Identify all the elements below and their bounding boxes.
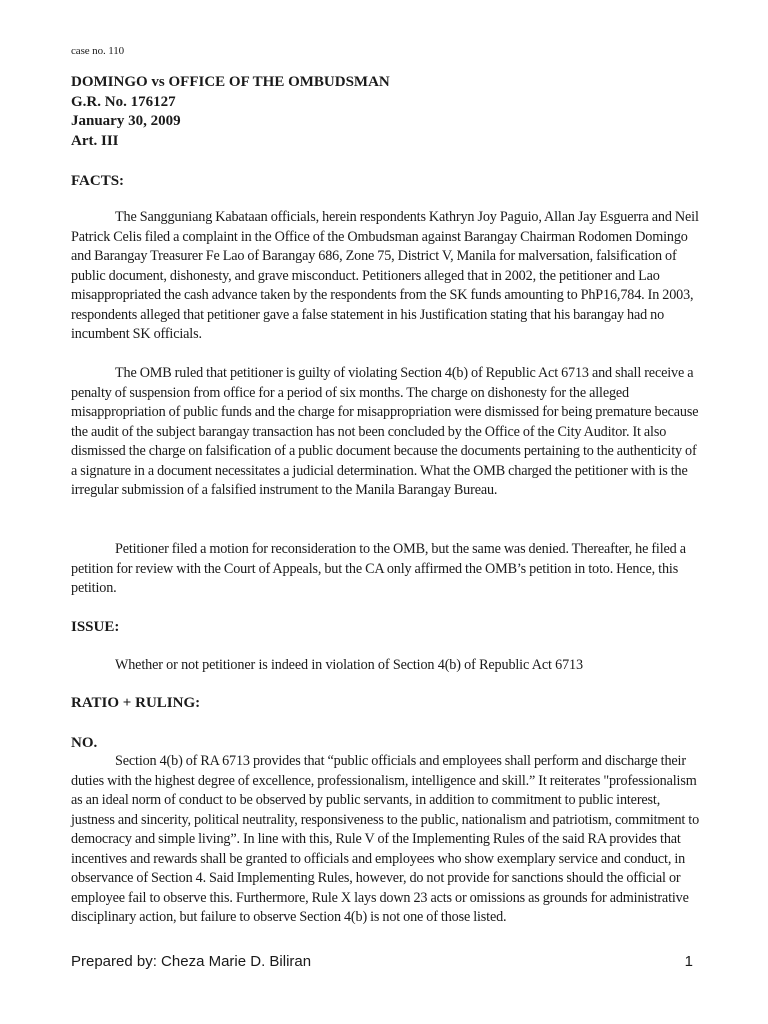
case-number: case no. 110 [71,45,125,57]
issue-heading: ISSUE: [71,619,120,635]
ruling-paragraph: Section 4(b) of RA 6713 provides that “public officials and employees shall perform and discharge their duties with the highest degree of excellence, professionalism, intelligence and skill.” It reiterates "professionalism as an ideal norm of conduct to be observed by public servants, in addition to commitment to public interest, justness and sincerity, political neutrality, responsiveness to the public, nationalism and patriotism, commitment to democracy and simple living”. In line with this, Rule V of the Implementing Rules of the said RA provides that incentives and rewards shall be granted to officials and employees who show exemplary service and conduct, in observance of Section 4. Said Implementing Rules, however, do not provide for sanctions should the official or employee fail to observe this. Furthermore, Rule X lays down 23 acts or omissions as grounds for administrative disciplinary action, but failure to observe Section 4(b) is not one of those listed. [71,753,700,925]
ruling-answer: NO. [71,735,98,751]
issue-text: Whether or not petitioner is indeed in violation of Section 4(b) of Republic Act 6713 [115,657,583,673]
facts-paragraph-2: The OMB ruled that petitioner is guilty of violating Section 4(b) of Republic Act 6713 and shall receive a penalty of suspension from office for a period of six months. The charge on dishonesty for the alleged misappropriation of public funds and the charge for misappropriation were dismissed for being premature because the audit of the subject barangay transaction has not been concluded by the Office of the City Auditor. It also dismissed the charge on falsification of a public document because the documents pertaining to the authenticity of a signature in a document necessitates a judicial determination. What the OMB charged the petitioner with is the irregular submission of a falsified instrument to the Manila Barangay Bureau. [71,365,699,498]
facts-heading: FACTS: [71,173,125,189]
case-title: DOMINGO vs OFFICE OF THE OMBUDSMAN [71,74,390,90]
facts-paragraph-3: Petitioner filed a motion for reconsideration to the OMB, but the same was denied. Thereafter, he filed a petition for review with the Court of Appeals, but the CA only affirmed the OMB’s petition in toto. Hence, this petition. [71,541,686,596]
article-ref: Art. III [71,132,119,149]
gr-number: G.R. No. 176127 [71,93,176,110]
page-footer [71,951,701,973]
facts-paragraph-1: The Sangguniang Kabataan officials, herein respondents Kathryn Joy Paguio, Allan Jay Esguerra and Neil Patrick Celis filed a complaint in the Office of the Ombudsman against Barangay Chairman Rodomen Domingo and Barangay Treasurer Fe Lao of Barangay 686, Zone 75, District V, Manila for malversation, falsification of public document, dishonesty, and grave misconduct. Petitioners alleged that in 2002, the petitioner and Lao misappropriated the cash advance taken by the respondents from the SK funds amounting to PhP16,784. In 2003, respondents alleged that petitioner gave a false statement in his Justification stating that his barangay had no incumbent SK officials. [71,209,699,342]
decision-date: January 30, 2009 [71,113,181,129]
case-header [71,73,390,151]
page-number: 1 [684,953,693,970]
prepared-by: Prepared by: Cheza Marie D. Biliran [71,953,312,970]
ruling-heading: RATIO + RULING: [71,695,201,711]
